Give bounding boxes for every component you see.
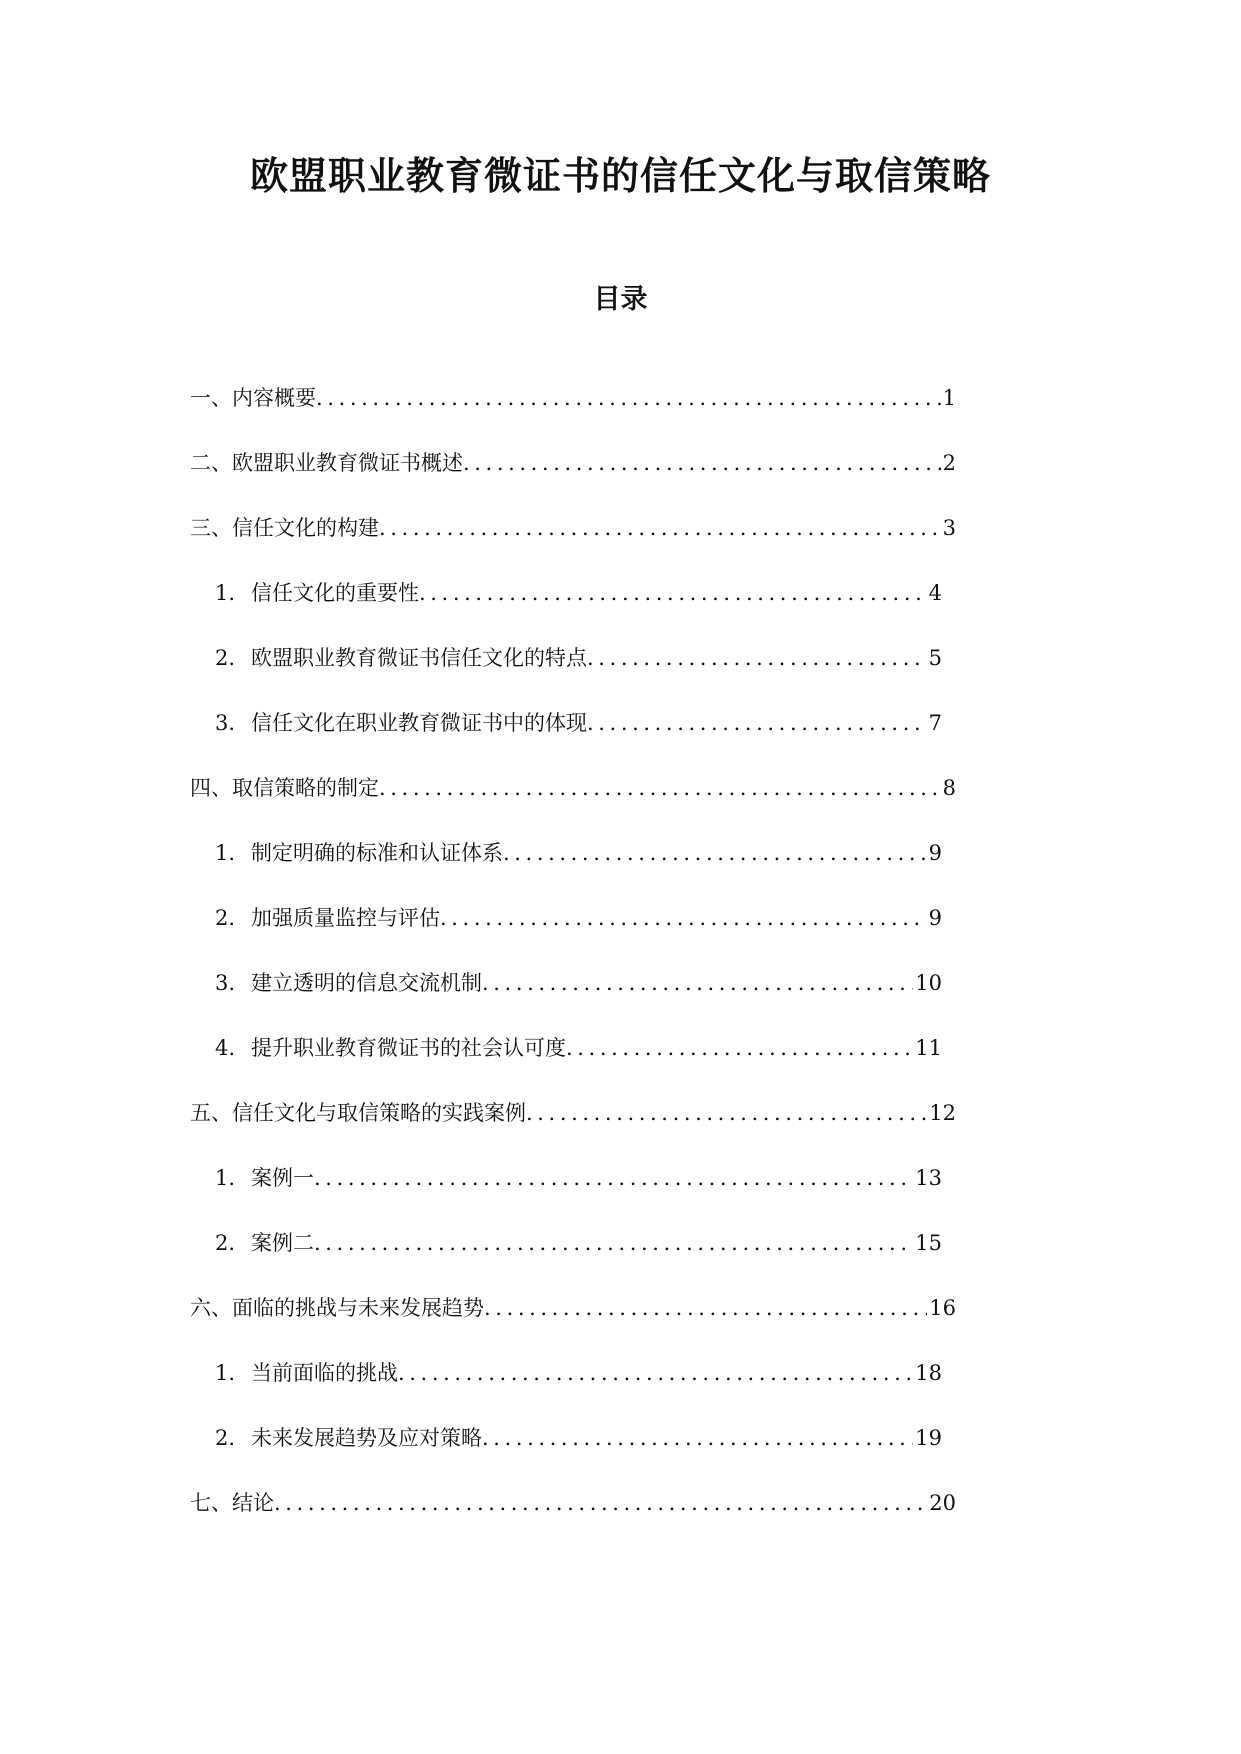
dot-leader (503, 838, 927, 868)
toc-entry[interactable] (0, 513, 956, 578)
dot-leader (398, 1358, 913, 1388)
toc-page-number: 19 (915, 1426, 942, 1450)
table-of-contents (0, 383, 1241, 1553)
toc-subentry[interactable] (0, 1228, 942, 1293)
toc-entry-label: 制定明确的标准和认证体系 (251, 841, 503, 865)
toc-entry-number: 1. (215, 1166, 236, 1190)
dot-leader (566, 1033, 913, 1063)
toc-entry-label: 三、信任文化的构建 (190, 516, 379, 540)
toc-page-number: 16 (929, 1296, 956, 1320)
dot-leader (463, 448, 941, 478)
toc-page-number: 9 (928, 906, 942, 930)
document-title: 欧盟职业教育微证书的信任文化与取信策略 (249, 153, 991, 198)
dot-leader (274, 1488, 927, 1518)
toc-page-number: 18 (915, 1361, 942, 1385)
dot-leader (482, 1423, 913, 1453)
toc-page-number: 10 (915, 971, 942, 995)
toc-entry[interactable] (0, 1488, 956, 1553)
toc-subentry[interactable] (0, 1033, 942, 1098)
dot-leader (587, 708, 927, 738)
toc-entry-label: 提升职业教育微证书的社会认可度 (251, 1036, 566, 1060)
dot-leader (316, 383, 941, 413)
toc-entry-label: 信任文化在职业教育微证书中的体现 (251, 711, 587, 735)
toc-page-number: 15 (915, 1231, 942, 1255)
toc-entry-label: 欧盟职业教育微证书信任文化的特点 (251, 646, 587, 670)
toc-entry[interactable] (0, 1293, 956, 1358)
toc-entry-number: 2. (215, 906, 236, 930)
toc-page-number: 9 (928, 841, 942, 865)
toc-entry-number: 1. (215, 581, 236, 605)
toc-page-number: 5 (928, 646, 942, 670)
toc-page-number: 20 (929, 1491, 956, 1515)
dot-leader (314, 1228, 913, 1258)
toc-page-number: 11 (915, 1036, 942, 1060)
toc-entry-label: 五、信任文化与取信策略的实践案例 (190, 1101, 526, 1125)
toc-page-number: 2 (942, 451, 956, 475)
toc-subentry[interactable] (0, 968, 942, 1033)
toc-entry-number: 1. (215, 1361, 236, 1385)
toc-page-number: 7 (928, 711, 942, 735)
toc-heading: 目录 (593, 284, 648, 315)
dot-leader (314, 1163, 913, 1193)
toc-entry[interactable] (0, 773, 956, 838)
toc-entry-label: 四、取信策略的制定 (190, 776, 379, 800)
toc-entry-label: 一、内容概要 (190, 386, 316, 410)
toc-subentry[interactable] (0, 708, 942, 773)
toc-subentry[interactable] (0, 1358, 942, 1423)
toc-entry-number: 3. (215, 971, 236, 995)
toc-page-number: 13 (915, 1166, 942, 1190)
toc-entry-number: 2. (215, 646, 236, 670)
toc-page-number: 8 (942, 776, 956, 800)
toc-subentry[interactable] (0, 903, 942, 968)
toc-entry-label: 信任文化的重要性 (251, 581, 419, 605)
toc-entry-label: 当前面临的挑战 (251, 1361, 398, 1385)
toc-entry-label: 案例一 (251, 1166, 314, 1190)
toc-entry[interactable] (0, 383, 956, 448)
toc-entry-number: 1. (215, 841, 236, 865)
toc-entry-number: 2. (215, 1426, 236, 1450)
toc-subentry[interactable] (0, 643, 942, 708)
dot-leader (484, 1293, 927, 1323)
dot-leader (379, 513, 941, 543)
toc-entry-label: 未来发展趋势及应对策略 (251, 1426, 482, 1450)
toc-page-number: 4 (928, 581, 942, 605)
toc-page-number: 3 (942, 516, 956, 540)
toc-entry-number: 3. (215, 711, 236, 735)
dot-leader (440, 903, 927, 933)
toc-subentry[interactable] (0, 1423, 942, 1488)
dot-leader (526, 1098, 927, 1128)
toc-entry-label: 加强质量监控与评估 (251, 906, 440, 930)
toc-entry[interactable] (0, 448, 956, 513)
toc-entry-label: 建立透明的信息交流机制 (251, 971, 482, 995)
toc-subentry[interactable] (0, 1163, 942, 1228)
dot-leader (482, 968, 913, 998)
toc-entry-label: 七、结论 (190, 1491, 274, 1515)
toc-subentry[interactable] (0, 578, 942, 643)
toc-entry-label: 案例二 (251, 1231, 314, 1255)
toc-page-number: 1 (942, 386, 956, 410)
toc-entry-number: 2. (215, 1231, 236, 1255)
dot-leader (587, 643, 927, 673)
toc-entry[interactable] (0, 1098, 956, 1163)
dot-leader (379, 773, 941, 803)
dot-leader (419, 578, 927, 608)
toc-subentry[interactable] (0, 838, 942, 903)
toc-entry-number: 4. (215, 1036, 236, 1060)
toc-page-number: 12 (929, 1101, 956, 1125)
toc-entry-label: 二、欧盟职业教育微证书概述 (190, 451, 463, 475)
toc-entry-label: 六、面临的挑战与未来发展趋势 (190, 1296, 484, 1320)
